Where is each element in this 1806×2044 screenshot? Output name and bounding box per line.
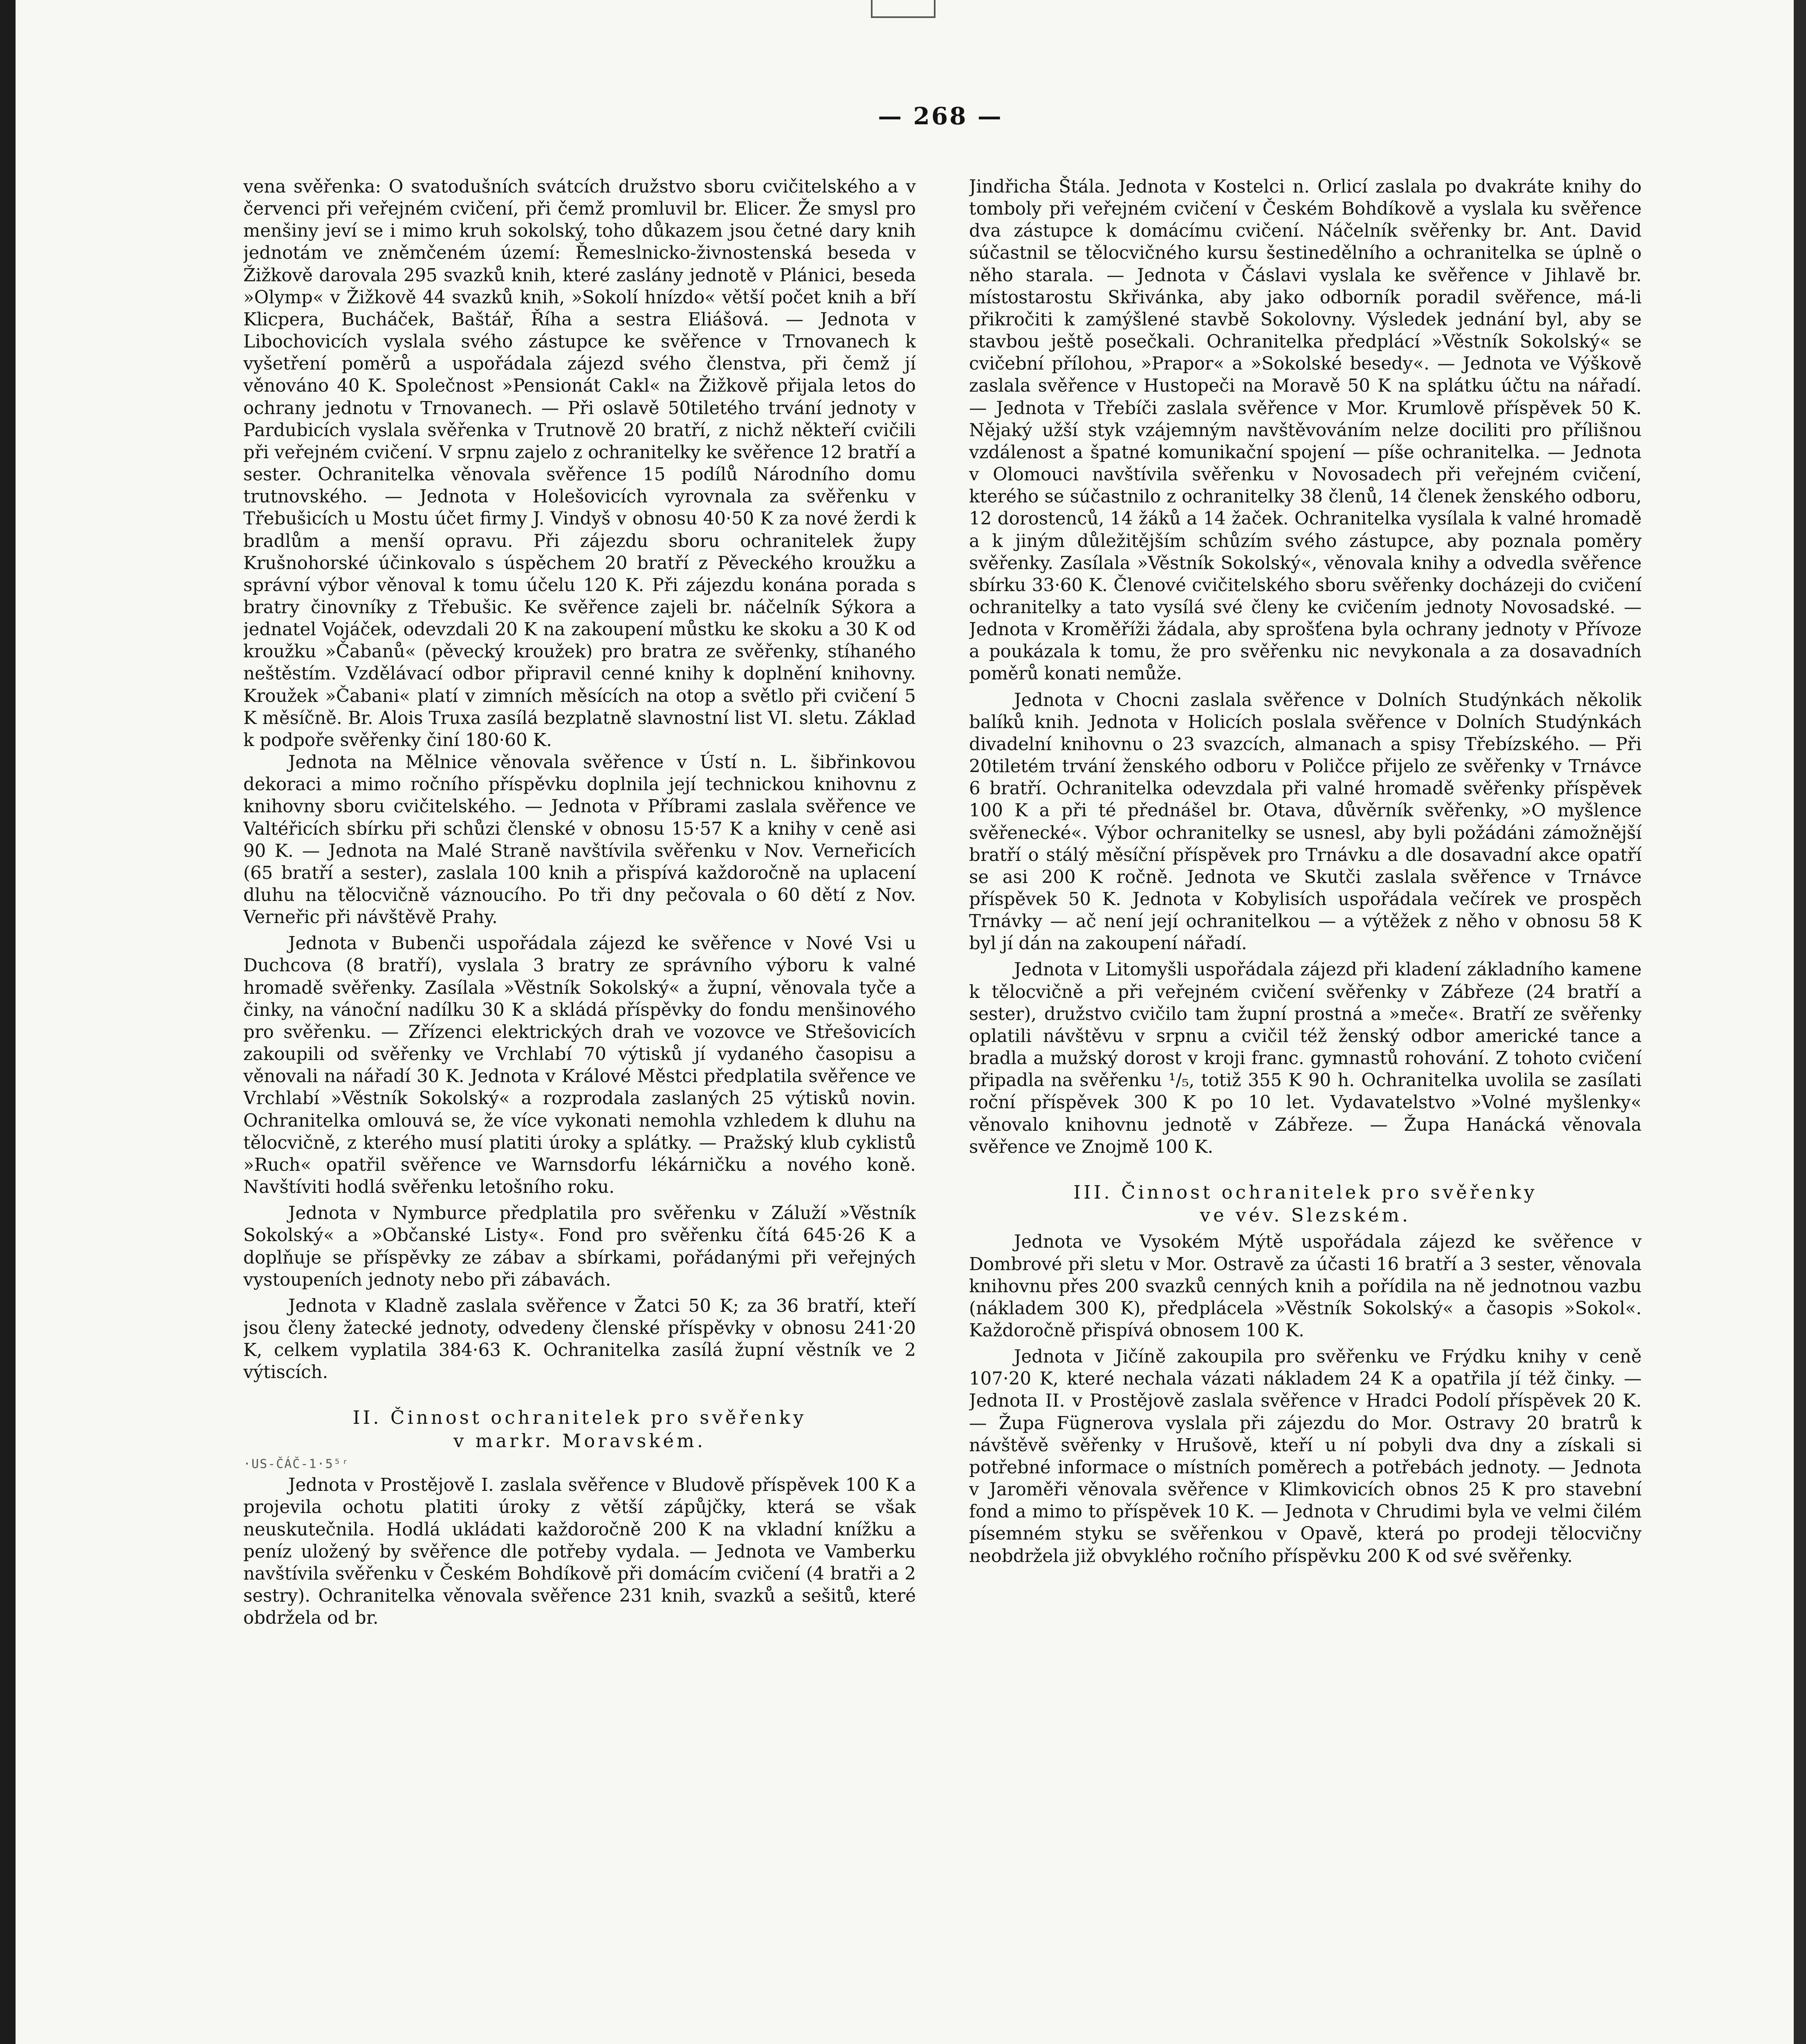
- right-column: [969, 176, 1642, 2044]
- paragraph: Jednota na Mělnice věnovala svěřence v Ústí n. L. šibřinkovou dekoraci a mimo ročního příspěvku doplnila její technickou knihovnu z knihovny sboru cvičitelského. — Jednota v Příbrami zaslala svěřence ve Valtéřicích sbírku při schůzi členské v obnosu 15·57 K a knihy v ceně asi 90 K. — Jednota na Malé Straně navštívila svěřenku v Nov. Verneřicích (65 bratří a sester), zaslala 100 knih a přispívá každoročně na uplacení dluhu na tělocvičně váznoucího. Po tři dny pečovala o 60 dětí z Nov. Verneřic při návštěvě Prahy.: [243, 752, 916, 928]
- library-stamp: ·US-ČÁČ-1·5⁵ʳ: [243, 1457, 350, 1471]
- binding-mark: [871, 0, 936, 18]
- section-heading-line: III. Činnost ochranitelek pro svěřenky: [1073, 1181, 1537, 1203]
- paragraph: Jednota v Chocni zaslala svěřence v Dolních Studýnkách několik balíků knih. Jednota v Holicích poslala svěřence v Dolních Studýnkách divadelní knihovnu o 23 svazcích, almanach a spisy Třebízského. — Při 20tiletém trvání ženského odboru v Poličce přijelo ze svěřenky v Trnávce 6 bratří. Ochranitelka odevzdala při valné hromadě svěřenky příspěvek 100 K a při té přednášel br. Otava, důvěrník svěřenky, »O myšlence svěřenecké«. Výbor ochranitelky se usnesl, aby byli požádáni zámožnější bratří o stálý měsíční příspěvek pro Trnávku a dle dosavadní akce opatří se asi 200 K ročně. Jednota ve Skutči zaslala svěřence v Trnávce příspěvek 50 K. Jednota v Kobylisích uspořádala večírek ve prospěch Trnávky — ač není její ochranitelkou — a výtěžek z něho v obnosu 58 K byl jí dán na zakoupení nářadí.: [969, 690, 1642, 954]
- paragraph: vena svěřenka: O svatodušních svátcích družstvo sboru cvičitelského a v červenci při veřejném cvičení, při čemž promluvil br. Elicer. Že smysl pro menšiny jeví se i mimo kruh sokolský, toho důkazem jsou četné dary knih jednotám ve zněmčeném území: Řemeslnicko-živnostenská beseda v Žižkově darovala 295 svazků knih, které zaslány jednotě v Plánici, beseda »Olymp« v Žižkově 44 svazků knih, »Sokolí hnízdo« větší počet knih a bří Klicpera, Bucháček, Baštář, Říha a sestra Eliášová. — Jednota v Libochovicích vyslala svého zástupce ke svěřence v Trnovanech k vyšetření poměrů a uspořádala zájezd svého členstva, při čemž jí věnováno 40 K. Společnost »Pensionát Cakl« na Žižkově přijala letos do ochrany jednotu v Trnovanech. — Při oslavě 50tiletého trvání jednoty v Pardubicích vyslala svěřenka v Trutnově 20 bratří, z nichž někteří cvičili při veřejném cvičení. V srpnu zajelo z ochranitelky ke svěřence 12 bratří a sester. Ochranitelka věnovala svěřence 15 podílů Národního domu trutnovského. — Jednota v Holešovicích vyrovnala za svěřenku v Třebušicích u Mostu účet firmy J. Vindyš v obnosu 40·50 K za nové žerdi k bradlům a menší opravu. Při zájezdu sboru ochranitelek župy Krušnohorské účinkovalo s úspěchem 20 bratří z Pěveckého kroužku a správní výbor věnoval k tomu účelu 120 K. Při zájezdu konána porada s bratry činovníky z Třebušic. Ke svěřence zajeli br. náčelník Sýkora a jednatel Vojáček, odevzdali 20 K na zakoupení můstku ke skoku a 30 K od kroužku »Čabanů« (pěvecký kroužek) pro bratra ze svěřenky, stíhaného neštěstím. Vzdělávací odbor připravil cenné knihy k doplnění knihovny. Kroužek »Čabani« platí v zimních měsících na otop a světlo při cvičení 5 K měsíčně. Br. Alois Truxa zasílá bezplatně slavnostní list VI. sletu. Základ k podpoře svěřenky činí 180·60 K.: [243, 177, 916, 751]
- paragraph: Jednota v Bubenči uspořádala zájezd ke svěřence v Nové Vsi u Duchcova (8 bratří), vyslala 3 bratry ze správního výboru k valné hromadě svěřenky. Zasílala »Věstník Sokolský« a župní, věnovala tyče a činky, na vánoční nadílku 30 K a skládá příspěvky do fondu menšinového pro svěřenku. — Zřízenci elektrických drah ve vozovce ve Střešovicích zakoupili od svěřenky ve Vrchlabí 70 výtisků jí vydaného časopisu a věnovali na nářadí 30 K. Jednota v Králové Městci předplatila svěřence ve Vrchlabí »Věstník Sokolský« a rozprodala zaslaných 25 výtisků novin. Ochranitelka omlouvá se, že více vykonati nemohla vzhledem k dluhu na tělocvičně, z kterého musí platiti úroky a splátky. — Pražský klub cyklistů »Ruch« opatřil svěřence ve Warnsdorfu lékárničku a nového koně. Navštíviti hodlá svěřenku letošního roku.: [243, 933, 916, 1198]
- left-column: [243, 176, 916, 2044]
- section-heading-line: v markr. Moravském.: [453, 1430, 706, 1452]
- paragraph: Jindřicha Štála. Jednota v Kostelci n. Orlicí zaslala po dvakráte knihy do tomboly při veřejném cvičení v Českém Bohdíkově a vyslala ku svěřence dva zástupce k domácímu cvičení. Náčelník svěřenky br. Ant. David súčastnil se tělocvičného kursu šestinedělního a ochranitelka se úplně o něho starala. — Jednota v Čáslavi vyslala ke svěřence v Jihlavě br. místostarostu Skřivánka, aby jako odborník poradil svěřence, má-li přikročiti k zamýšlené stavbě Sokolovny. Výsledek jednání byl, aby se stavbou ještě posečkali. Ochranitelka předplácí »Věstník Sokolský« se cvičební přílohou, »Prapor« a »Sokolské besedy«. — Jednota ve Výškově zaslala svěřence v Hustopeči na Moravě 50 K na splátku účtu na nářadí. — Jednota v Třebíči zaslala svěřence v Mor. Krumlově příspěvek 50 K. Nějaký užší styk vzájemným navštěvováním nelze dociliti pro přílišnou vzdálenost a špatné komunikační spojení — píše ochranitelka. — Jednota v Olomouci navštívila svěřenku v Novosadech při veřejném cvičení, kterého se súčastnilo z ochranitelky 38 členů, 14 členek ženského odboru, 12 dorostenců, 14 žáků a 14 žaček. Ochranitelka vysílala k valné hromadě a k jiným důležitějším schůzím svého zástupce, aby poznala poměry svěřenky. Zasílala »Věstník Sokolský«, věnovala knihy a odvedla svěřence sbírku 33·60 K. Členové cvičitelského sboru svěřenky docházeji do cvičení ochranitelky a tato vysílá své členy ke cvičením jednoty Novosadské. — Jednota v Kroměříži žádala, aby sprošťena byla ochrany jednoty v Přívoze a poukázala k tomu, že pro svěřenku nic nevykonala a za dosavadních poměrů konati nemůže.: [969, 177, 1642, 684]
- paragraph: Jednota v Kladně zaslala svěřence v Žatci 50 K; za 36 bratří, kteří jsou členy žatecké jednoty, odvedeny členské příspěvky v obnosu 241·20 K, celkem vyplatila 384·63 K. Ochranitelka zasílá župní věstník ve 2 výtiscích.: [243, 1295, 916, 1383]
- paragraph: Jednota v Nymburce předplatila pro svěřenku v Záluží »Věstník Sokolský« a »Občanské Listy«. Fond pro svěřenku čítá 645·26 K a doplňuje se příspěvky ze zábav a sbírkami, pořádanými při veřejných vystoupeních jednoty nebo při zábavách.: [243, 1203, 916, 1290]
- section-heading-line: ve vév. Slezském.: [1200, 1204, 1411, 1226]
- section-heading-iii: [969, 1181, 1642, 1227]
- page-number: — 268 —: [878, 102, 1003, 130]
- paragraph: Jednota v Jičíně zakoupila pro svěřenku ve Frýdku knihy v ceně 107·20 K, které nechala vázati nákladem 24 K a opatřila jí též činky. — Jednota II. v Prostějově zaslala svěřence v Hradci Podolí příspěvek 20 K. — Župa Fügnerova vyslala při zájezdu do Mor. Ostravy 20 bratrů k návštěvě svěřenky v Hrušově, kteří u ní pobyli dva dny a získali si potřebné informace o místních poměrech a potřebách jednoty. — Jednota v Jaroměři věnovala svěřence v Klimkovicích obnos 25 K pro stavební fond a mimo to příspěvek 10 K. — Jednota v Chrudimi byla ve velmi čilém písemném styku se svěřenkou v Opavě, která po prodeji tělocvičny neobdržela již obvyklého ročního příspěvku 200 K od své svěřenky.: [969, 1347, 1642, 1567]
- scan-edge-left: [0, 0, 16, 2044]
- section-heading-line: II. Činnost ochranitelek pro svěřenky: [352, 1407, 807, 1429]
- scan-edge-right: [1794, 0, 1806, 2044]
- paragraph: Jednota v Prostějově I. zaslala svěřence v Bludově příspěvek 100 K a projevila ochotu platiti úroky z větší zápůjčky, která se však neuskutečnila. Hodlá ukládati každoročně 200 K na vkladní knížku a peníz uložený by svěřence dle potřeby vydala. — Jednota ve Vamberku navštívila svěřenku v Českém Bohdíkově při domácím cvičení (4 bratři a 2 sestry). Ochranitelka věnovala svěřence 231 knih, svazků a sešitů, které obdržela od br.: [243, 1475, 916, 1629]
- paragraph: Jednota ve Vysokém Mýtě uspořádala zájezd ke svěřence v Dombrové při sletu v Mor. Ostravě za účasti 16 bratří a 3 sester, věnovala knihovnu přes 200 svazků cenných knih a pořídila na ně jednotnou vazbu (nákladem 300 K), předplácela »Věstník Sokolský« a časopis »Sokol«. Každoročně přispívá obnosem 100 K.: [969, 1232, 1642, 1341]
- paragraph: Jednota v Litomyšli uspořádala zájezd při kladení základního kamene k tělocvičně a při veřejném cvičení svěřenky v Zábřeze (24 bratří a sester), družstvo cvičilo tam župní prostná a »meče«. Bratří ze svěřenky oplatili návštěvu v srpnu a cvičil též ženský odbor americké tance a bradla a mužský dorost v kroji franc. gymnastů rohování. Z tohoto cvičení připadla na svěřenku ¹/₅, totiž 355 K 90 h. Ochranitelka uvolila se zasílati roční příspěvek 300 K po 10 let. Vydavatelstvo »Volné myšlenky« věnovalo knihovnu jednotě v Zábřeze. — Župa Hanácká věnovala svěřence ve Znojmě 100 K.: [969, 959, 1642, 1157]
- section-heading-ii: [243, 1406, 916, 1452]
